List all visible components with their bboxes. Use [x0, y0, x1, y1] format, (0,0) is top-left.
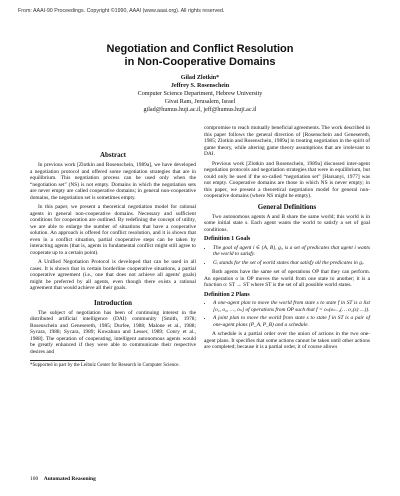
general-definitions-heading: General Definitions [257, 202, 317, 211]
definition-2-paragraph: A schedule is a partial order over the union of actions in the two one-agent plans. It specifies that some actions cannot be taken until other actions are completed; because it is a partial order, it of course allows [204, 331, 370, 350]
abstract-paragraph-1: In previous work [Zlotkin and Rosenschein, 1989a], we have developed a negotiation protocol and offered some negotiation strategies that are in equilibrium. This negotiation process can be used only when the “negotiation set” (NS) is not empty. Domains in which the negotiation sets are never empty are called cooperative domains; in general non-cooperative domains, the negotiation set is sometimes empty. [30, 162, 196, 201]
abstract-heading: Abstract [99, 151, 127, 159]
footnote-rule [30, 360, 85, 361]
previous-work-paragraph: Previous work [Zlotkin and Rosenschein, 1989a] discussed inter-agent negotiation protocols and negotiation strategies that were in equilibrium, but could only be used if the so-called “negotiation set” [Harsanyi, 1977] was not empty. Cooperative domains are those in which NS is never empty; in this paper, we present a theoretical negotiation model for general non-cooperative domains (where NS might be empty). [204, 160, 370, 199]
definition-2-list [204, 300, 370, 328]
left-column [30, 148, 196, 369]
abstract-paragraph-2: In this paper, we present a theoretical negotiation model for rational agents in general non-cooperative domains. Necessary and sufficient conditions for cooperation are outlined. By redefining the concept of utility, we are able to enlarge the number of situations that have a cooperative solution. An approach is offered for conflict resolution, and it is shown that even in a conflict situation, partial cooperative steps can be taken by interacting agents (that is, agents in fundamental conflict might still agree to cooperate up to a certain point). [30, 204, 196, 256]
author-emails: gilad@humus.huji.ac.il, jeff@humus.huji.ac.il [143, 107, 257, 113]
definition-1-list [204, 245, 370, 267]
continued-paragraph: compromise to reach mutually beneficial agreements. The work described in this paper follows the general direction of [Rosenschein and Genesereth, 1985; Zlotkin and Rosenschein, 1989a] in treating negotiation in the spirit of game theory, while altering game theory assumptions that are irrelevant to DAI. [204, 125, 370, 157]
right-column [204, 125, 370, 354]
definition-1-heading: Definition 1 Goals [204, 236, 251, 242]
definition-2-item: • A joint plan to move the world from state s to state f in ST is a pair of one-agent plans (P_A, P_B) and a schedule. [213, 315, 370, 328]
definition-2-item: • A one-agent plan to move the world from state s to state f in ST is a list [o₁, o₂, …, oₙ] of operations from OP such that f = oₙ(oₙ₋₁(… o₁(s) …)). [213, 300, 370, 313]
page-number: 100 [30, 476, 39, 482]
author-campus: Givat Ram, Jerusalem, Israel [164, 99, 236, 105]
abstract-paragraph-3: A Unified Negotiation Protocol is developed that can be used in all cases. It is shown that in certain borderline cooperative situations, a partial cooperative agreement (i.e., one that does not achieve all agents' goals) might be preferred by all agents, even though there exists a rational agreement that would achieve all their goals. [30, 259, 196, 291]
introduction-paragraph: The subject of negotiation has been of continuing interest in the distributed artificial intelligence (DAI) community [Smith, 1978; Rosenschein and Genesereth, 1985; Durfee, 1988; Malone et al., 1988; Sycara, 1988; Sycara, 1989; Kuwabara and Lesser, 1989; Conry et al., 1988]. The operation of cooperating, intelligent autonomous agents would be greatly enhanced if they were able to communicate their respective desires and [30, 309, 196, 355]
author-2: Jeffrey S. Rosenschein [170, 83, 230, 89]
author-department: Computer Science Department, Hebrew University [137, 91, 263, 97]
paper-title-line-1: Negotiation and Conflict Resolution [106, 43, 294, 55]
definition-1-item: • The goal of agent i ∈ {A, B}, gᵢ, is a set of predicates that agent i wants the world to satisfy. [213, 245, 370, 258]
definition-1-item: • Gᵢ stands for the set of world states that satisfy all the predicates in gᵢ. [213, 260, 370, 267]
paper-title-line-2: in Non-Cooperative Domains [124, 56, 276, 68]
page-footer [30, 476, 96, 482]
copyright-line: From: AAAI-90 Proceedings. Copyright ©1990, AAAI (www.aaai.org). All rights reserved. [18, 8, 225, 14]
definition-1-paragraph: Both agents have the same set of operations OP that they can perform. An operation o in OP moves the world from one state to another; it is a function o: ST → ST where ST is the set of all possible world states. [204, 269, 370, 288]
definition-2-heading: Definition 2 Plans [204, 291, 250, 298]
author-1: Gilad Zlotkin* [180, 75, 220, 81]
footnote: *Supported in part by the Leibniz Center for Research in Computer Science. [30, 363, 180, 368]
venue-name: Automated Reasoning [43, 476, 96, 482]
introduction-heading: Introduction [94, 298, 132, 307]
general-definitions-paragraph: Two autonomous agents A and B share the same world; this world is in some initial state s. Each agent wants the world to satisfy a set of goal conditions. [204, 213, 370, 233]
